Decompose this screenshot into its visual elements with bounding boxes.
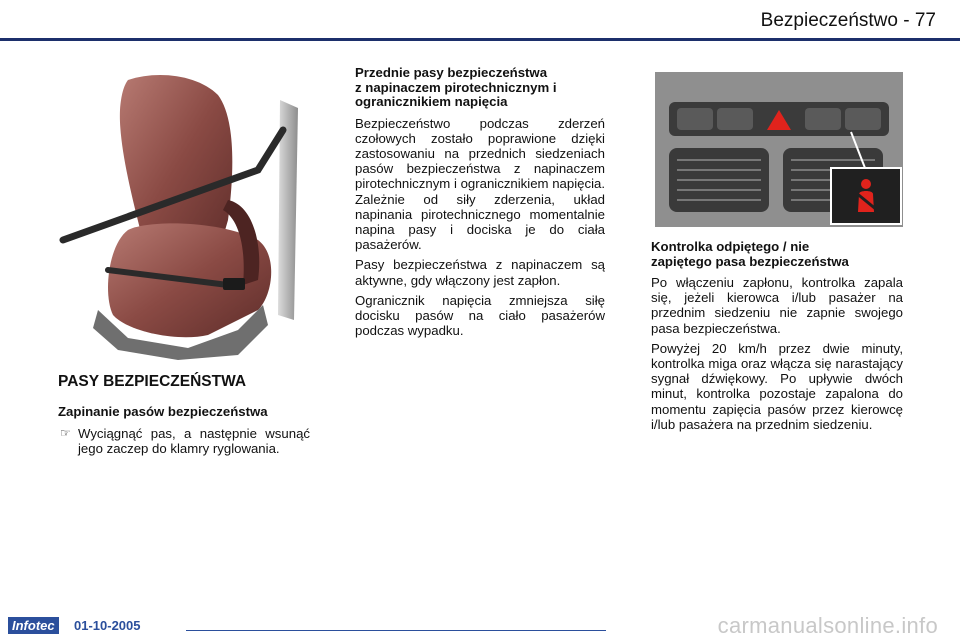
pointing-hand-icon: ☞ — [60, 425, 71, 440]
paragraph: Powyżej 20 km/h przez dwie minuty, kontrolka miga oraz włącza się narastający sygnał dźwiękowy. Po upływie dwóch minut, kontrolka pozostaje zapalona do momentu zapięcia pasów przez kierowcę i/lub pasażera na przednim siedzeniu. — [651, 340, 903, 432]
infotec-logo: Infotec — [8, 617, 59, 634]
paragraph: Po włączeniu zapłonu, kontrolka zapala się, jeżeli kierowca i/lub pasażer na przednim siedzeniu nie zapnie swojego pasa bezpieczeństwa. — [651, 275, 903, 336]
subheading-line: Kontrolka odpiętego / nie — [651, 239, 810, 254]
section-title: PASY BEZPIECZEŃSTWA — [58, 373, 247, 390]
paragraph: Ogranicznik napięcia zmniejsza siłę docisku pasów na ciało pasażerów podczas wypadku. — [355, 292, 605, 339]
dashboard-illustration — [655, 72, 903, 227]
paragraph: Bezpieczeństwo podczas zderzeń czołowych zostało poprawione dzięki zastosowaniu na przednich siedzeniach pasów bezpieczeństwa z napinaczem pirotechnicznym i ogranicznikiem napięcia. Zależnie od siły zderzenia, układ napinania pirotechnicznego momentalnie napina pasy i dociska je do ciała pasażerów. — [355, 115, 605, 253]
footer-rule — [186, 630, 606, 631]
left-column — [58, 405, 310, 456]
subheading-line: z napinaczem pirotechnicznym i — [355, 79, 557, 95]
subheading-warning-light — [651, 240, 903, 269]
subheading-line: Przednie pasy bezpieczeństwa — [355, 65, 548, 80]
subheading-line: zapiętego pasa bezpieczeństwa — [651, 253, 849, 269]
bullet-instruction — [58, 426, 310, 456]
subheading-pretensioner — [355, 66, 605, 110]
subheading-fastening: Zapinanie pasów bezpieczeństwa — [58, 404, 268, 419]
seat-illustration — [58, 70, 310, 360]
footer-date: 01-10-2005 — [74, 618, 141, 633]
watermark: carmanualsonline.info — [717, 613, 938, 638]
page-heading: Bezpieczeństwo - 77 — [760, 10, 936, 31]
bullet-text: Wyciągnąć pas, a następnie wsunąć jego zaczep do klamry ryglowania. — [78, 425, 310, 456]
paragraph: Pasy bezpieczeństwa z napinaczem są aktywne, gdy włączony jest zapłon. — [355, 257, 605, 288]
subheading-line: ogranicznikiem napięcia — [355, 94, 508, 109]
right-column — [651, 240, 903, 437]
header-rule — [0, 38, 960, 41]
middle-column — [355, 66, 605, 343]
